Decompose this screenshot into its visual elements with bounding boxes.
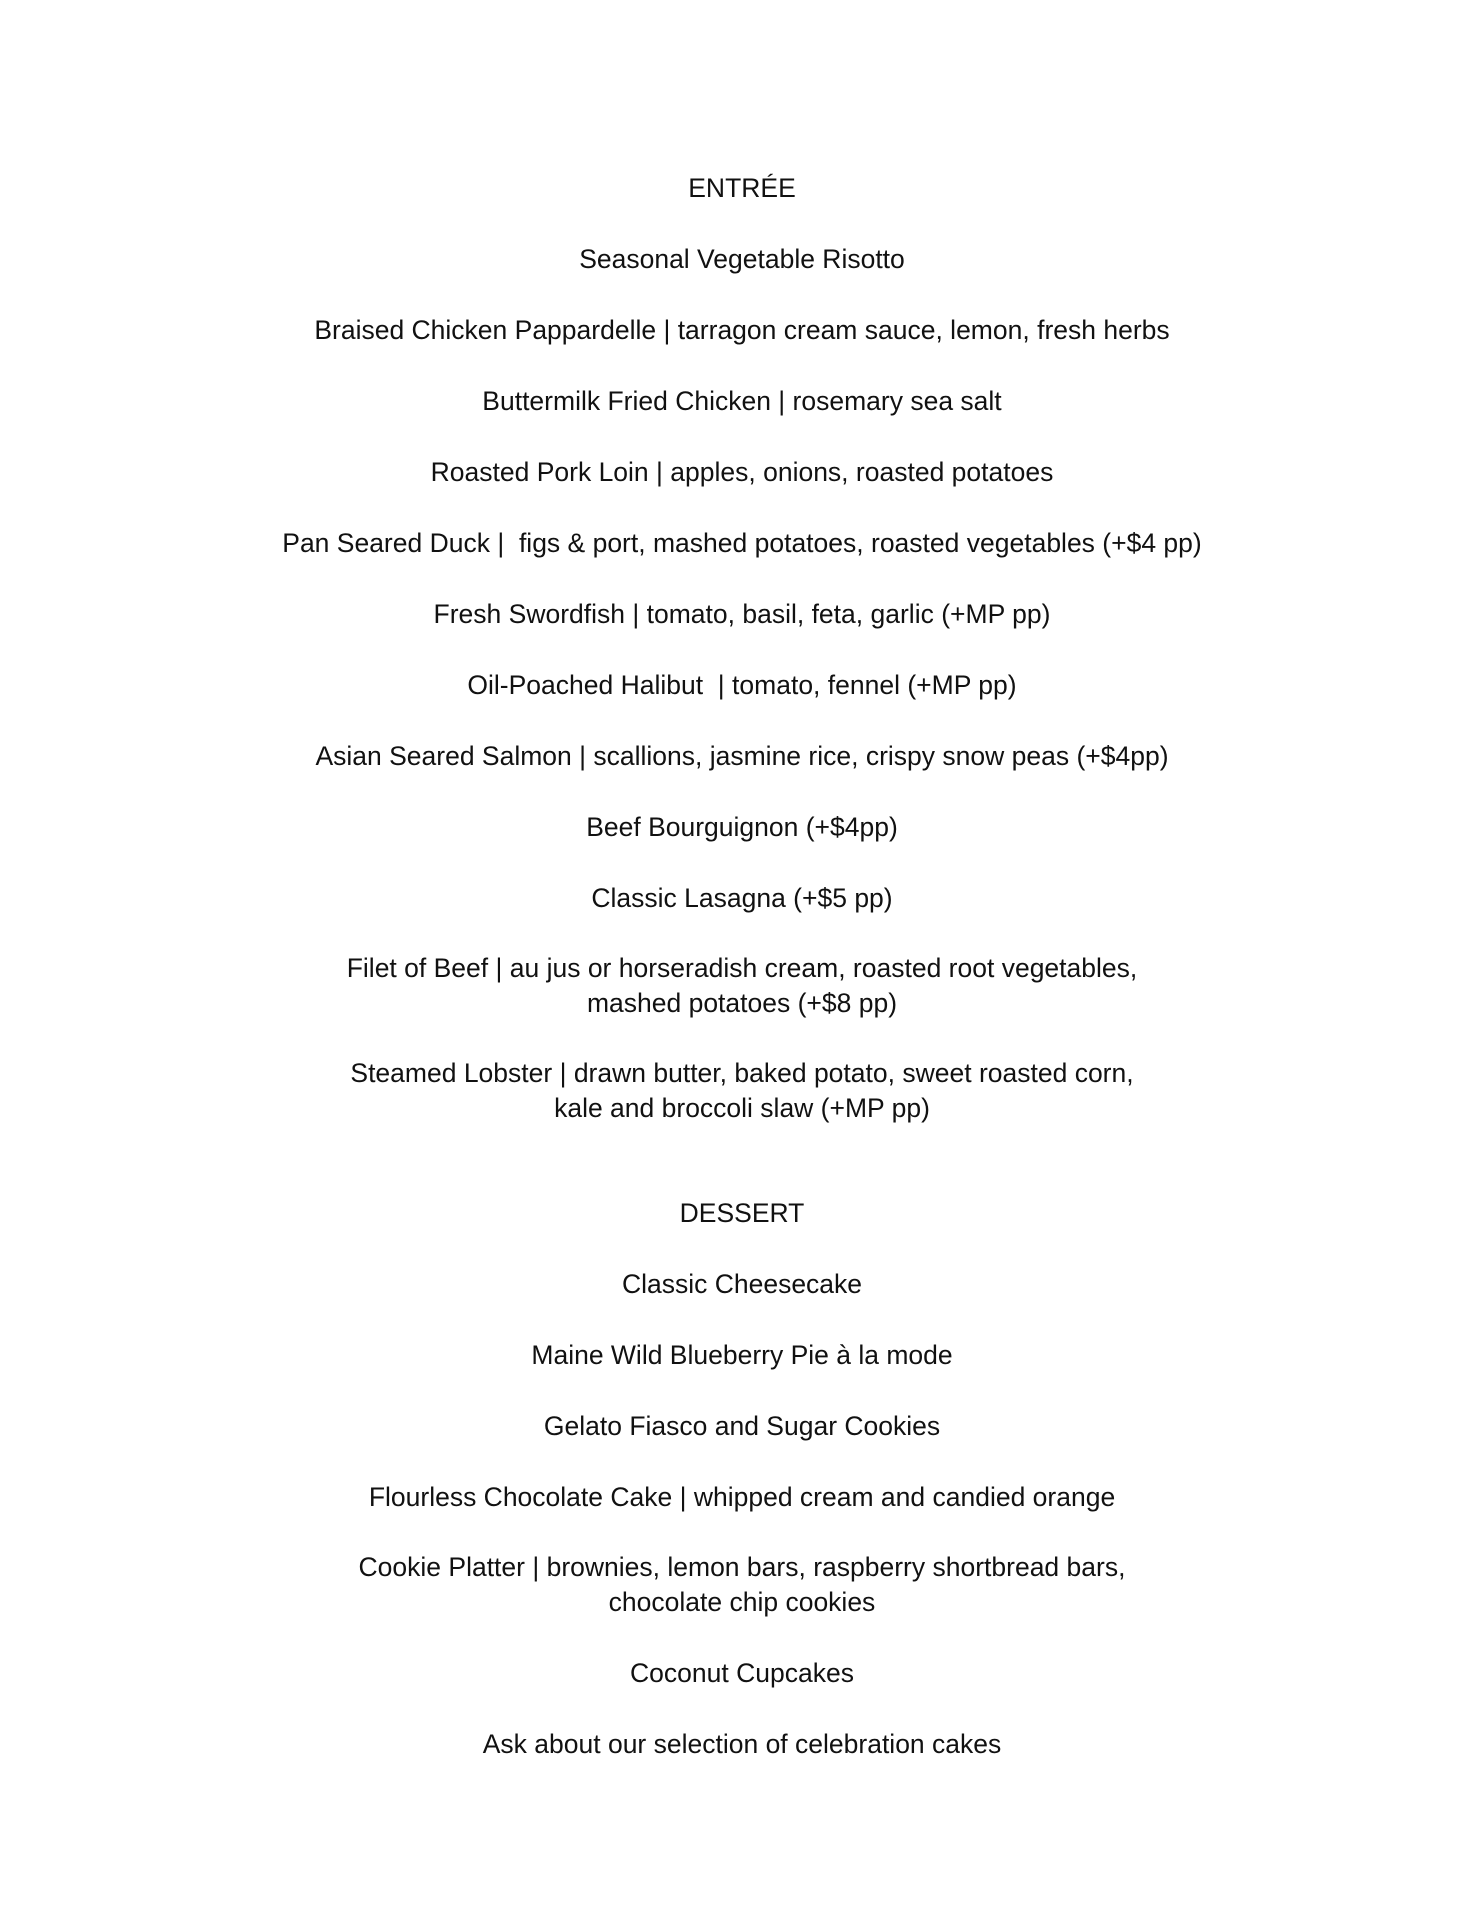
dessert-item-text: Maine Wild Blueberry Pie à la mode [531, 1340, 953, 1370]
entree-item-text: Seasonal Vegetable Risotto [579, 244, 905, 274]
entree-item-text: Asian Seared Salmon | scallions, jasmine rice, crispy snow peas (+$4pp) [315, 741, 1169, 771]
entree-item-text-continued: mashed potatoes (+$8 pp) [586, 988, 898, 1018]
entree-item-text: Pan Seared Duck | figs & port, mashed potatoes, roasted vegetables (+$4 pp) [282, 528, 1202, 558]
entree-item-text: Steamed Lobster | drawn butter, baked potato, sweet roasted corn, [350, 1058, 1134, 1088]
dessert-item-text-continued: chocolate chip cookies [608, 1587, 876, 1617]
entree-item [0, 241, 1484, 277]
dessert-section [0, 1195, 1484, 1762]
dessert-item-text: Ask about our selection of celebration cakes [482, 1729, 1002, 1759]
entree-item-text: Roasted Pork Loin | apples, onions, roasted potatoes [430, 457, 1054, 487]
entree-item [0, 454, 1484, 490]
dessert-item [0, 1655, 1484, 1691]
entree-item [0, 880, 1484, 916]
entree-section-title: ENTRÉE [688, 173, 796, 203]
entree-item-text: Classic Lasagna (+$5 pp) [591, 883, 893, 913]
entree-item-text: Braised Chicken Pappardelle | tarragon cream sauce, lemon, fresh herbs [314, 315, 1170, 345]
dessert-item-text: Cookie Platter | brownies, lemon bars, raspberry shortbread bars, [358, 1552, 1126, 1582]
entree-item [0, 525, 1484, 561]
dessert-item-text: Coconut Cupcakes [630, 1658, 854, 1688]
entree-item [0, 383, 1484, 419]
entree-item [0, 667, 1484, 703]
entree-item [0, 809, 1484, 845]
entree-item-text-continued: kale and broccoli slaw (+MP pp) [554, 1093, 930, 1123]
dessert-item [0, 1479, 1484, 1515]
dessert-section-title: DESSERT [679, 1198, 805, 1228]
entree-item [0, 596, 1484, 632]
dessert-item [0, 1337, 1484, 1373]
dessert-item-text: Classic Cheesecake [621, 1269, 863, 1299]
menu-content [0, 170, 1484, 1797]
entree-item-text: Fresh Swordfish | tomato, basil, feta, garlic (+MP pp) [433, 599, 1051, 629]
section-spacer [0, 1161, 1484, 1195]
entree-item-text: Oil-Poached Halibut | tomato, fennel (+MP pp) [467, 670, 1017, 700]
dessert-item [0, 1266, 1484, 1302]
entree-item [0, 1056, 1484, 1126]
entree-section [0, 170, 1484, 1126]
entree-item [0, 738, 1484, 774]
dessert-item-text: Flourless Chocolate Cake | whipped cream and candied orange [368, 1482, 1116, 1512]
entree-item-text: Filet of Beef | au jus or horseradish cream, roasted root vegetables, [346, 953, 1138, 983]
entree-item-text: Beef Bourguignon (+$4pp) [586, 812, 898, 842]
dessert-item [0, 1408, 1484, 1444]
entree-item [0, 951, 1484, 1021]
entree-item-text: Buttermilk Fried Chicken | rosemary sea salt [482, 386, 1002, 416]
dessert-item [0, 1550, 1484, 1620]
dessert-item-text: Gelato Fiasco and Sugar Cookies [543, 1411, 941, 1441]
dessert-item [0, 1726, 1484, 1762]
entree-item [0, 312, 1484, 348]
